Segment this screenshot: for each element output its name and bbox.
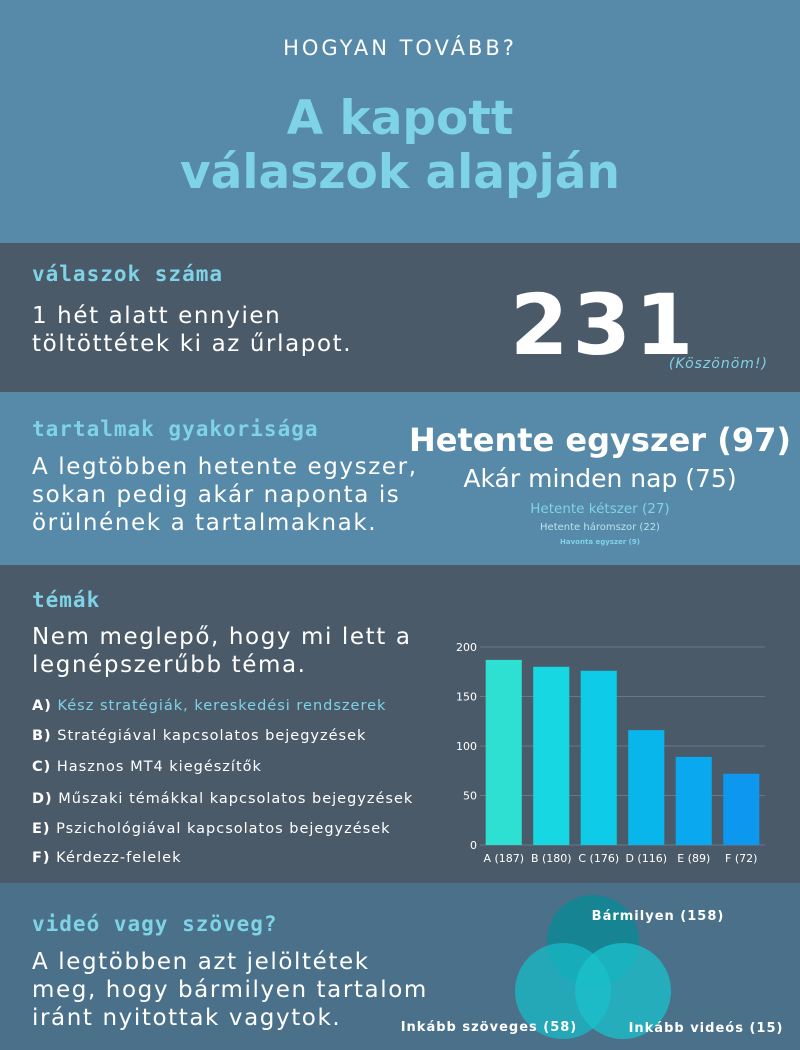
headline-line-2: válaszok alapján <box>180 145 620 200</box>
frequency-rank-4: Hetente háromszor (22) <box>540 522 660 533</box>
venn-label-video: Inkább videós (15) <box>628 1021 784 1036</box>
topic-key: E) <box>32 821 51 837</box>
chart-bar <box>533 667 569 845</box>
frequency-rank-2: Akár minden nap (75) <box>463 464 737 493</box>
responses-text <box>32 302 352 358</box>
chart-y-tick-label: 0 <box>470 839 477 852</box>
responses-count: 231 <box>510 276 698 374</box>
chart-bar <box>486 660 522 845</box>
frequency-rank-1: Hetente egyszer (97) <box>409 421 791 459</box>
page-title <box>0 92 800 200</box>
frequency-rank-5: Havonta egyszer (9) <box>560 538 640 546</box>
video-label: videó vagy szöveg? <box>32 912 278 936</box>
topic-text: Műszaki témákkal kapcsolatos bejegyzések <box>58 791 414 807</box>
topic-key: B) <box>32 728 52 744</box>
topics-text-line-1: Nem meglepő, hogy mi lett a <box>32 624 412 650</box>
header-section <box>0 0 800 243</box>
kicker-text: HOGYAN TOVÁBB? <box>283 36 517 60</box>
chart-x-tick-label: E (89) <box>677 852 711 865</box>
chart-bar <box>581 671 617 845</box>
frequency-text <box>32 453 418 537</box>
topic-item-e <box>32 821 391 837</box>
responses-label: válaszok száma <box>32 262 224 286</box>
topics-text-line-2: legnépszerűbb téma. <box>32 652 307 678</box>
topic-text: Kész stratégiák, kereskedési rendszerek <box>57 698 387 714</box>
thanks-note: (Köszönöm!) <box>668 356 768 372</box>
topic-text: Pszichológiával kapcsolatos bejegyzések <box>56 821 391 837</box>
chart-bar <box>676 757 712 845</box>
topic-key: D) <box>32 791 53 807</box>
topic-key: F) <box>32 850 51 866</box>
topic-text: Stratégiával kapcsolatos bejegyzések <box>57 728 367 744</box>
chart-bar <box>723 774 759 845</box>
topics-bar-chart <box>440 630 780 875</box>
headline-line-1: A kapott <box>286 91 514 146</box>
topic-key: C) <box>32 759 52 775</box>
chart-x-tick-label: F (72) <box>725 852 758 865</box>
venn-label-text: Inkább szöveges (58) <box>400 1020 578 1035</box>
topic-text: Kérdezz-felelek <box>56 850 182 866</box>
chart-y-tick-label: 150 <box>456 690 477 704</box>
responses-text-line-2: töltöttétek ki az űrlapot. <box>32 331 353 357</box>
topic-item-f <box>32 850 181 866</box>
topic-item-a <box>32 698 386 714</box>
frequency-text-line-3: örülnének a tartalmaknak. <box>32 510 378 536</box>
video-text <box>32 948 428 1032</box>
chart-bar <box>628 730 664 845</box>
video-text-line-2: meg, hogy bármilyen tartalom <box>32 977 428 1003</box>
chart-x-tick-label: A (187) <box>483 852 525 865</box>
video-text-line-3: iránt nyitottak vagytok. <box>32 1005 342 1031</box>
frequency-rank-3: Hetente kétszer (27) <box>530 501 670 517</box>
chart-y-tick-label: 50 <box>463 789 477 803</box>
topic-item-c <box>32 759 262 775</box>
chart-y-tick-label: 200 <box>456 641 477 654</box>
topic-item-d <box>32 791 413 807</box>
topic-text: Hasznos MT4 kiegészítők <box>56 759 262 775</box>
topics-label: témák <box>32 588 101 612</box>
video-text-line-1: A legtöbben azt jelöltétek <box>32 949 370 975</box>
venn-diagram <box>400 883 800 1050</box>
frequency-text-line-1: A legtöbben hetente egyszer, <box>32 454 418 480</box>
chart-y-tick-label: 100 <box>456 740 477 753</box>
topic-key: A) <box>32 698 52 714</box>
venn-label-any: Bármilyen (158) <box>591 909 725 924</box>
topic-item-b <box>32 728 366 744</box>
chart-x-tick-label: B (180) <box>530 852 572 865</box>
responses-text-line-1: 1 hét alatt ennyien <box>32 303 282 329</box>
frequency-label: tartalmak gyakorisága <box>32 417 319 441</box>
chart-x-tick-label: C (176) <box>578 852 620 865</box>
topics-text <box>32 623 412 679</box>
frequency-text-line-2: sokan pedig akár naponta is <box>32 482 401 508</box>
chart-x-tick-label: D (116) <box>625 852 668 865</box>
